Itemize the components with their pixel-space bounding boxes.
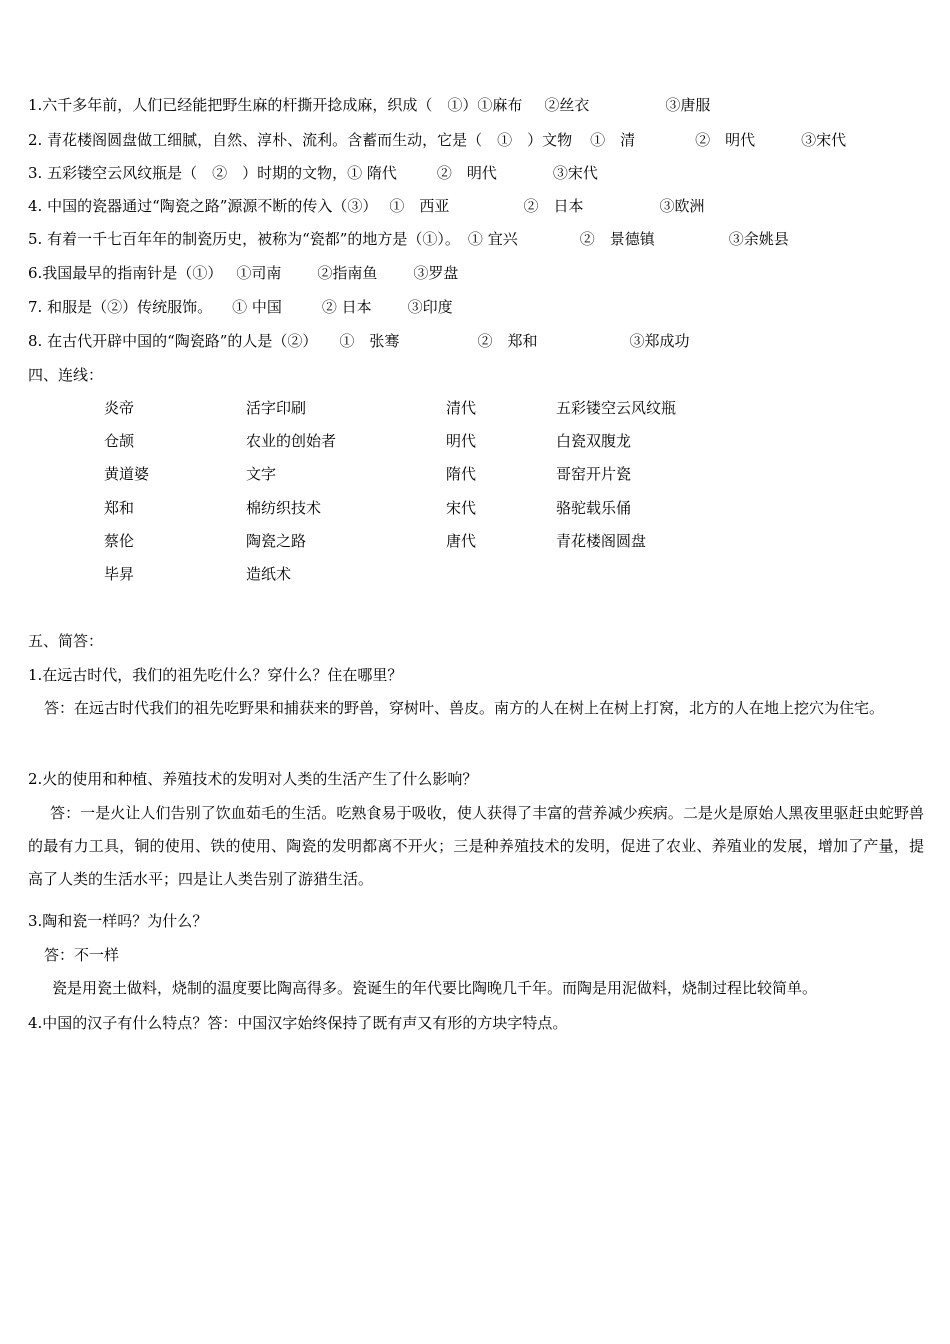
mc-option: ① 宜兴 <box>467 230 518 248</box>
match-achievement: 农业的创始者 <box>246 432 337 450</box>
mc-stem: 6.我国最早的指南针是（①） <box>28 264 223 282</box>
mc-option: ③欧洲 <box>659 197 705 215</box>
match-person: 炎帝 <box>104 399 135 417</box>
mc-option: ③宋代 <box>552 164 598 182</box>
mc-option: ① 隋代 <box>347 164 397 182</box>
question-3: 3.陶和瓷一样吗？为什么？ <box>28 912 208 930</box>
mc-question-1 <box>28 94 710 116</box>
mc-option: ①麻布 <box>477 96 523 114</box>
mc-option: ① 张骞 <box>339 332 400 350</box>
mc-option: ② 日本 <box>321 298 372 316</box>
mc-option: ③唐服 <box>665 96 711 114</box>
mc-question-3 <box>28 162 598 184</box>
mc-option: ③印度 <box>407 298 453 316</box>
match-dynasty: 唐代 <box>446 532 477 550</box>
mc-option: ③罗盘 <box>413 264 459 282</box>
mc-stem: 7. 和服是（②）传统服饰。 <box>28 298 213 316</box>
match-achievement: 活字印刷 <box>246 399 307 417</box>
section-heading-matching: 四、连线： <box>28 366 104 384</box>
match-artifact: 五彩镂空云风纹瓶 <box>556 399 677 417</box>
answer-3-short: 答：不一样 <box>44 946 120 964</box>
match-dynasty: 宋代 <box>446 499 477 517</box>
mc-stem: 2. 青花楼阁圆盘做工细腻，自然、淳朴、流利。含蓄而生动，它是（ ① ）文物 <box>28 131 573 149</box>
match-achievement: 文字 <box>246 465 277 483</box>
match-artifact: 哥窑开片瓷 <box>556 465 632 483</box>
match-person: 毕昇 <box>104 565 135 583</box>
match-artifact: 白瓷双腹龙 <box>556 432 632 450</box>
match-achievement: 棉纺织技术 <box>246 499 322 517</box>
match-dynasty: 清代 <box>446 399 477 417</box>
mc-option: ② 景德镇 <box>579 230 655 248</box>
answer-2: 答：一是火让人们告别了饮血茹毛的生活。吃熟食易于吸收，使人获得了丰富的营养减少疾病。二是火是原始人黑夜里驱赶虫蛇野兽的最有力工具，铜的使用、铁的使用、陶瓷的发明都离不开火；三是种养殖技术的发明，促进了农业、养殖业的发展，增加了产量，提高了人类的生活水平；四是让人类告别了游猎生活。 <box>28 804 924 888</box>
mc-option: ②丝衣 <box>544 96 590 114</box>
match-person: 仓颉 <box>104 432 135 450</box>
mc-option: ③郑成功 <box>629 332 690 350</box>
answer-3-long: 瓷是用瓷土做料，烧制的温度要比陶高得多。瓷诞生的年代要比陶晚几千年。而陶是用泥做料，烧制过程比较简单。 <box>52 979 818 997</box>
match-person: 蔡伦 <box>104 532 135 550</box>
match-dynasty: 明代 <box>446 432 477 450</box>
mc-option: ③余姚县 <box>728 230 789 248</box>
mc-option: ① 清 <box>590 131 636 149</box>
mc-option: ② 明代 <box>695 131 756 149</box>
mc-question-2 <box>28 129 846 151</box>
mc-option: ① 西亚 <box>389 197 450 215</box>
mc-option: ② 郑和 <box>477 332 538 350</box>
match-person: 郑和 <box>104 499 135 517</box>
mc-stem: 3. 五彩镂空云风纹瓶是（ ② ）时期的文物， <box>28 164 348 182</box>
mc-stem: 8. 在古代开辟中国的“陶瓷路”的人是（②） <box>28 332 318 350</box>
match-artifact: 骆驼载乐俑 <box>556 499 632 517</box>
question-4: 4.中国的汉子有什么特点？答：中国汉字始终保持了既有声又有形的方块字特点。 <box>28 1014 568 1032</box>
mc-option: ② 明代 <box>436 164 497 182</box>
mc-stem: 1.六千多年前，人们已经能把野生麻的杆撕开捻成麻，织成（ ①） <box>28 96 478 114</box>
mc-option: ②指南鱼 <box>317 264 378 282</box>
mc-option: ①司南 <box>236 264 282 282</box>
mc-option: ① 中国 <box>232 298 282 316</box>
match-artifact: 青花楼阁圆盘 <box>556 532 647 550</box>
match-dynasty: 隋代 <box>446 465 477 483</box>
mc-option: ② 日本 <box>523 197 584 215</box>
match-person: 黄道婆 <box>104 465 150 483</box>
question-1: 1.在远古时代，我们的祖先吃什么？穿什么？住在哪里？ <box>28 666 403 684</box>
mc-question-6 <box>28 262 458 284</box>
mc-stem: 5. 有着一千七百年年的制瓷历史，被称为“瓷都”的地方是（①）。 <box>28 230 460 248</box>
mc-stem: 4. 中国的瓷器通过“陶瓷之路”源源不断的传入（③） <box>28 197 378 215</box>
mc-question-7 <box>28 296 453 318</box>
answer-1: 答：在远古时代我们的祖先吃野果和捕获来的野兽，穿树叶、兽皮。南方的人在树上在树上打窝，北方的人在地上挖穴为住宅。 <box>44 699 885 717</box>
mc-question-5 <box>28 228 789 250</box>
mc-option: ③宋代 <box>801 131 847 149</box>
mc-question-8 <box>28 330 689 352</box>
section-heading-short-answer: 五、简答： <box>28 632 104 650</box>
match-achievement: 陶瓷之路 <box>246 532 307 550</box>
match-achievement: 造纸术 <box>246 565 292 583</box>
question-2: 2.火的使用和种植、养殖技术的发明对人类的生活产生了什么影响？ <box>28 770 478 788</box>
mc-question-4 <box>28 195 704 217</box>
